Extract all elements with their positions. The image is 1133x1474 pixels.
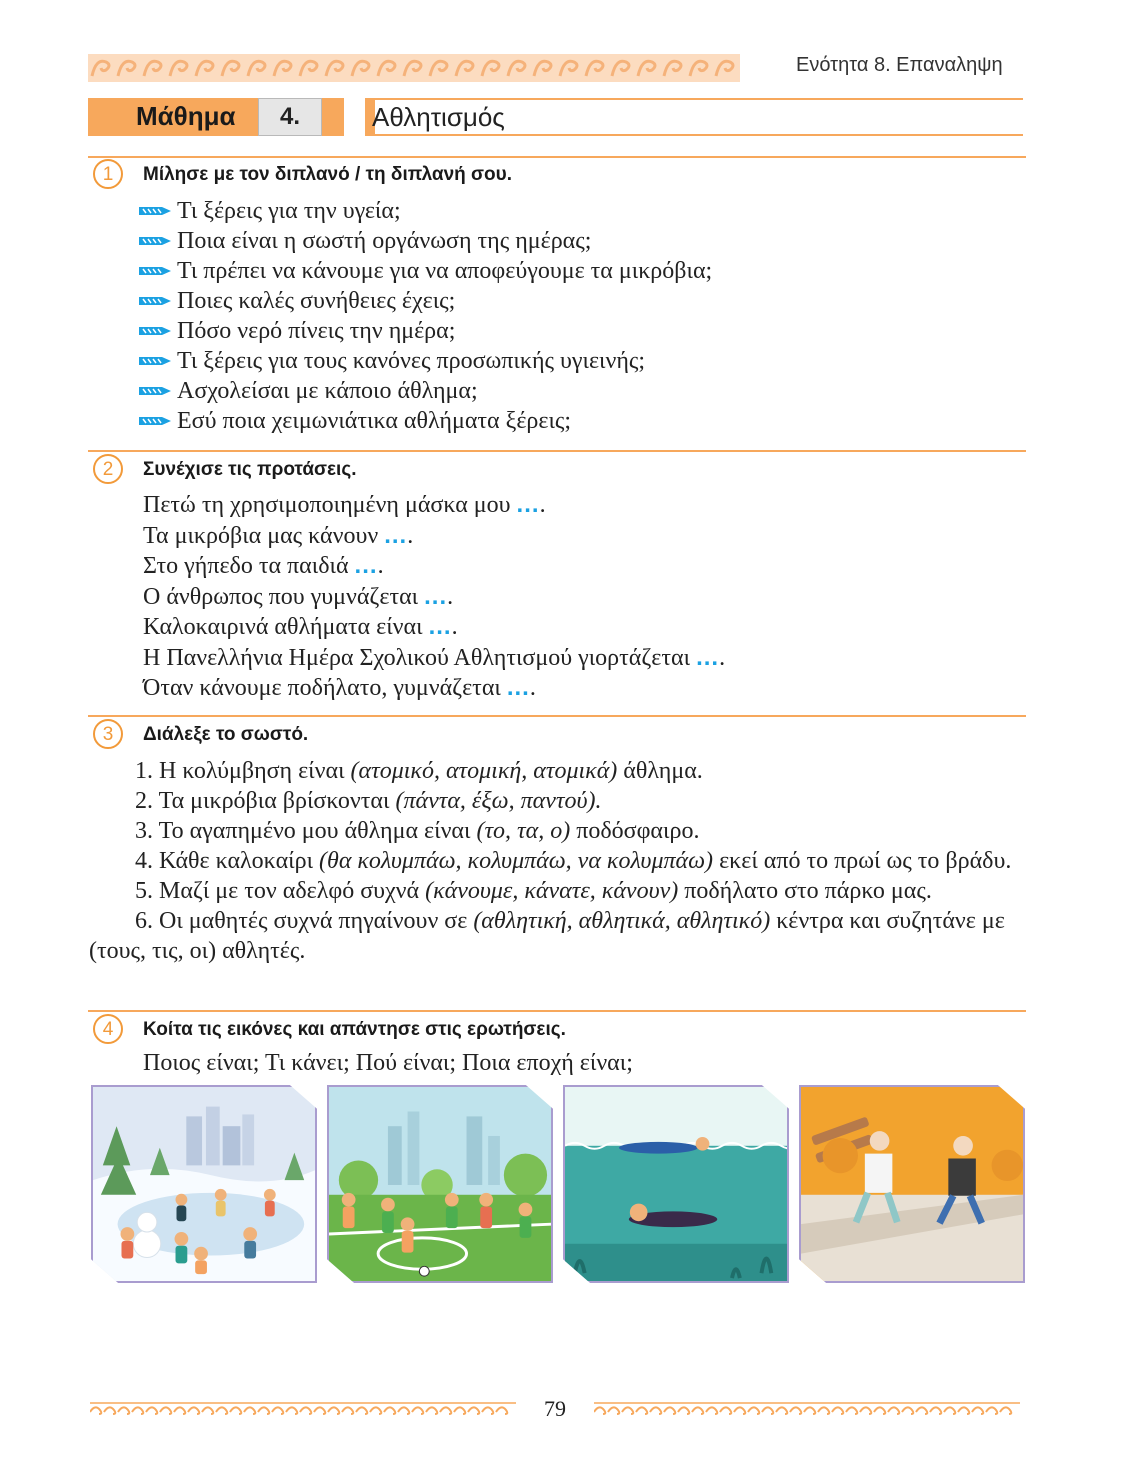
answer-options: (θα κολυμπάω, κολυμπάω, να κολυμπάω) — [319, 848, 714, 874]
sentence-list — [143, 490, 725, 704]
lesson-header — [88, 98, 1023, 136]
exercise-number-badge: 1 — [93, 159, 123, 189]
list-item: Πετώ τη χρησιμοποιημένη μάσκα μου .... — [143, 491, 546, 518]
exercise-number-badge: 3 — [93, 719, 123, 749]
lesson-topic: Αθλητισμός — [372, 102, 505, 132]
lesson-word: Μάθημα — [136, 101, 236, 131]
exercise-divider — [88, 450, 1026, 452]
list-item: Καλοκαιρινά αθλήματα είναι .... — [143, 613, 458, 640]
lesson-number: 4. — [258, 98, 322, 136]
answer-options: (αθλητική, αθλητικά, αθλητικό) — [473, 908, 771, 934]
arrow-bullet-icon — [138, 264, 172, 278]
exercise-divider — [88, 1010, 1026, 1012]
exercise-title: Συνέχισε τις προτάσεις. — [143, 459, 357, 480]
blank-dots: ... — [696, 643, 720, 671]
exercise-title: Μίλησε με τον διπλανό / τη διπλανή σου. — [143, 164, 512, 185]
picture-questions: Ποιος είναι; Τι κάνει; Πού είναι; Ποια εποχή είναι; — [143, 1050, 633, 1076]
list-item: 2. Τα μικρόβια βρίσκονται (πάντα, έξω, παντού). — [135, 788, 602, 814]
list-item: Ποιες καλές συνήθειες έχεις; — [138, 286, 712, 316]
choice-list — [89, 756, 1025, 966]
answer-options: (το, τα, ο) — [476, 818, 571, 844]
blank-dots: ... — [384, 521, 408, 549]
exercise-divider — [88, 156, 1026, 158]
exercise-title: Κοίτα τις εικόνες και απάντησε στις ερωτήσεις. — [143, 1019, 566, 1040]
list-item: Τα μικρόβια μας κάνουν .... — [143, 521, 414, 549]
list-item: Ο άνθρωπος που γυμνάζεται .... — [143, 582, 454, 610]
list-item: Στο γήπεδο τα παιδιά .... — [143, 552, 384, 579]
footer-wave-left — [90, 1400, 516, 1418]
football-field-picture — [327, 1085, 553, 1283]
answer-options: (πάντα, έξω, παντού). — [395, 788, 602, 814]
footer-wave-right — [594, 1400, 1020, 1418]
arrow-bullet-icon — [138, 294, 172, 308]
decorative-wave-band — [88, 54, 740, 82]
list-item: Τι πρέπει να κάνουμε για να αποφεύγουμε τα μικρόβια; — [138, 256, 712, 286]
blank-dots: ... — [506, 674, 530, 701]
answer-options: (κάνουμε, κάνατε, κάνουν) — [425, 878, 679, 904]
exercise-number-badge: 2 — [93, 454, 123, 484]
page-number: 79 — [544, 1396, 566, 1421]
list-item: 3. Το αγαπημένο μου άθλημα είναι (το, τα, ο) ποδόσφαιρο. — [135, 818, 700, 844]
swimming-picture — [563, 1085, 789, 1283]
arrow-bullet-icon — [138, 324, 172, 338]
list-item: 5. Μαζί με τον αδελφό συχνά (κάνουμε, κάνατε, κάνουν) ποδήλατο στο πάρκο μας. — [135, 878, 932, 904]
blank-dots: ... — [354, 552, 378, 579]
list-item: 6. Οι μαθητές συχνά πηγαίνουν σε (αθλητική, αθλητικά, αθλητικό) κέντρα και συζητάνε με (τους, τις, οι) αθλητές. — [89, 908, 1005, 964]
arrow-bullet-icon — [138, 384, 172, 398]
list-item: Πόσο νερό πίνεις την ημέρα; — [138, 316, 712, 346]
list-item: 1. Η κολύμβηση είναι (ατομικό, ατομική, ατομικά) άθλημα. — [135, 758, 703, 784]
blank-dots: ... — [428, 613, 452, 640]
arrow-bullet-icon — [138, 354, 172, 368]
section-title: Ενότητα 8. Επαναληψη — [796, 54, 1003, 76]
blank-dots: ... — [424, 582, 448, 610]
answer-options: (ατομικό, ατομική, ατομικά) — [350, 758, 618, 784]
winter-park-picture — [91, 1085, 317, 1283]
arrow-bullet-icon — [138, 234, 172, 248]
autumn-running-picture — [799, 1085, 1025, 1283]
arrow-bullet-icon — [138, 204, 172, 218]
list-item: Εσύ ποια χειμωνιάτικα αθλήματα ξέρεις; — [138, 406, 712, 436]
exercise-title: Διάλεξε το σωστό. — [143, 724, 309, 745]
question-list — [138, 196, 712, 436]
blank-dots: ... — [516, 491, 540, 518]
list-item: Ασχολείσαι με κάποιο άθλημα; — [138, 376, 712, 406]
exercise-divider — [88, 715, 1026, 717]
list-item: Η Πανελλήνια Ημέρα Σχολικού Αθλητισμού γιορτάζεται .... — [143, 643, 726, 671]
arrow-bullet-icon — [138, 414, 172, 428]
list-item: Όταν κάνουμε ποδήλατο, γυμνάζεται .... — [143, 674, 536, 701]
list-item: Ποια είναι η σωστή οργάνωση της ημέρας; — [138, 226, 712, 256]
list-item: Τι ξέρεις για την υγεία; — [138, 196, 712, 226]
list-item: Τι ξέρεις για τους κανόνες προσωπικής υγιεινής; — [138, 346, 712, 376]
exercise-number-badge: 4 — [93, 1014, 123, 1044]
list-item: 4. Κάθε καλοκαίρι (θα κολυμπάω, κολυμπάω, να κολυμπάω) εκεί από το πρωί ως το βράδυ. — [135, 848, 1012, 874]
